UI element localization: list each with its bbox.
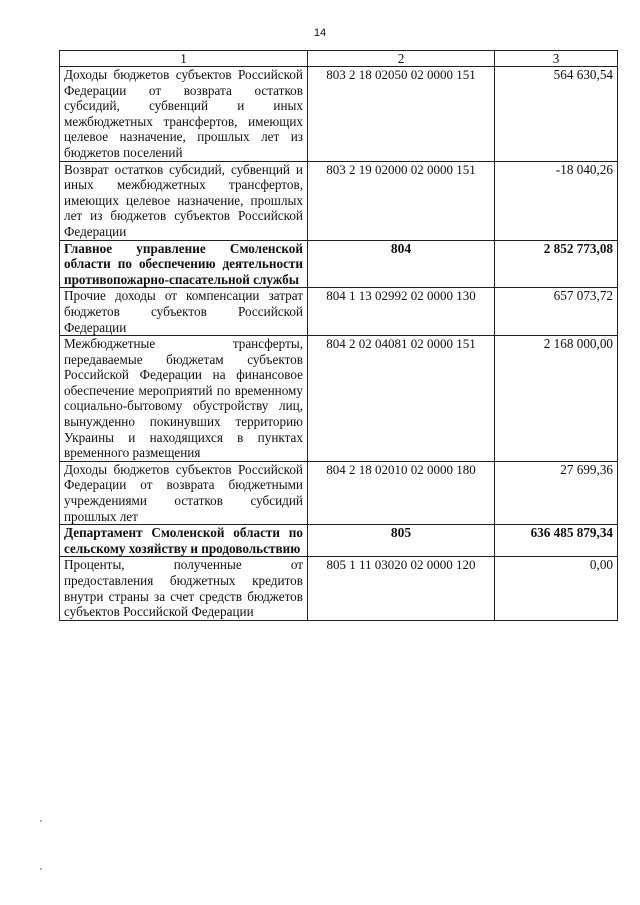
budget-classification-code: 804 1 13 02992 02 0000 130	[308, 288, 495, 336]
revenue-amount: 27 699,36	[495, 461, 618, 524]
budget-classification-code: 805 1 11 03020 02 0000 120	[308, 557, 495, 620]
table-row	[60, 461, 618, 524]
table-row	[60, 161, 618, 240]
administrator-code: 805	[308, 525, 495, 557]
table-header-row	[60, 51, 618, 67]
administrator-row	[60, 525, 618, 557]
table-row	[60, 288, 618, 336]
revenue-amount: 657 073,72	[495, 288, 618, 336]
budget-classification-code: 803 2 19 02000 02 0000 151	[308, 161, 495, 240]
revenue-table	[59, 50, 618, 621]
revenue-description: Доходы бюджетов субъектов Российской Федерации от возврата бюджетными учреждениями остатков субсидий прошлых лет	[60, 461, 308, 524]
column-header-3: 3	[495, 51, 618, 67]
table-row	[60, 336, 618, 462]
table-row	[60, 557, 618, 620]
table-row	[60, 67, 618, 162]
revenue-amount: 0,00	[495, 557, 618, 620]
page-number: 14	[313, 27, 327, 39]
revenue-description: Возврат остатков субсидий, субвенций и иных межбюджетных трансфертов, имеющих целевое назначение, прошлых лет из бюджетов субъектов Российской Федерации	[60, 161, 308, 240]
administrator-name: Главное управление Смоленской области по обеспечению деятельности противопожарно-спасательной службы	[60, 240, 308, 288]
administrator-name: Департамент Смоленской области по сельскому хозяйству и продовольствию	[60, 525, 308, 557]
column-header-1: 1	[60, 51, 308, 67]
administrator-total: 636 485 879,34	[495, 525, 618, 557]
revenue-description: Доходы бюджетов субъектов Российской Федерации от возврата остатков субсидий, субвенций и иных межбюджетных трансфертов, имеющих целевое назначение, прошлых лет из бюджетов поселений	[60, 67, 308, 162]
administrator-code: 804	[308, 240, 495, 288]
revenue-description: Прочие доходы от компенсации затрат бюджетов субъектов Российской Федерации	[60, 288, 308, 336]
revenue-amount: 564 630,54	[495, 67, 618, 162]
revenue-description: Межбюджетные трансферты, передаваемые бюджетам субъектов Российской Федерации на финансовое обеспечение мероприятий по временному социально-бытовому обустройству лиц, вынужденно покинувших территорию Украины и находящихся в пунктах временного размещения	[60, 336, 308, 462]
revenue-amount: 2 168 000,00	[495, 336, 618, 462]
administrator-row	[60, 240, 618, 288]
revenue-amount: -18 040,26	[495, 161, 618, 240]
revenue-description: Проценты, полученные от предоставления бюджетных кредитов внутри страны за счет средств бюджетов субъектов Российской Федерации	[60, 557, 308, 620]
administrator-total: 2 852 773,08	[495, 240, 618, 288]
scan-speck	[40, 868, 42, 870]
column-header-2: 2	[308, 51, 495, 67]
budget-classification-code: 803 2 18 02050 02 0000 151	[308, 67, 495, 162]
scan-speck	[40, 820, 42, 822]
budget-classification-code: 804 2 02 04081 02 0000 151	[308, 336, 495, 462]
budget-classification-code: 804 2 18 02010 02 0000 180	[308, 461, 495, 524]
